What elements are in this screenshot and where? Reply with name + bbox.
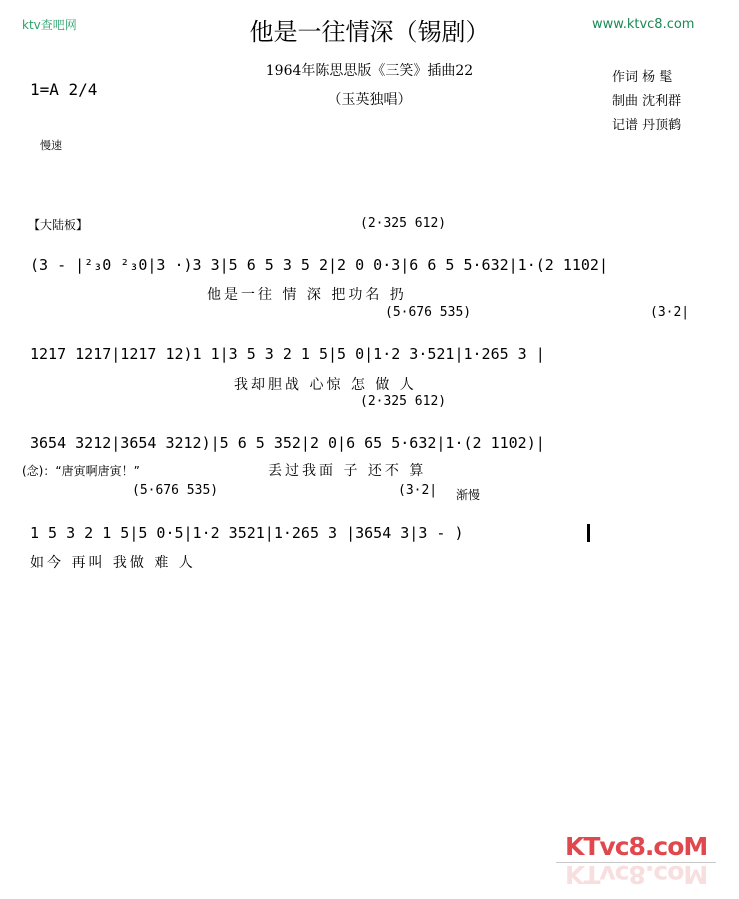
line4-lyrics: 如今 再叫 我做 难 人 bbox=[30, 555, 196, 571]
line3-lyrics: 丢过我面 子 还不 算 bbox=[268, 463, 427, 479]
credit-transcriber: 记谱 丹顶鹤 bbox=[612, 118, 682, 133]
line1-lyrics: 他是一往 情 深 把功名 扔 bbox=[207, 287, 407, 303]
line4-above-notes-right: (3·2| bbox=[398, 483, 438, 498]
site-name-left: ktv查吧网 bbox=[22, 18, 77, 32]
credit-composer: 制曲 沈利群 bbox=[612, 94, 682, 109]
line3-above-notes: (2·325 612) bbox=[360, 394, 447, 409]
credit-lyricist: 作词 杨 髦 bbox=[612, 70, 673, 85]
line2-above-notes-right: (3·2| bbox=[650, 305, 690, 320]
subtitle: 1964年陈思思版《三笑》插曲22 bbox=[265, 63, 474, 79]
line3-narration: (念)：“唐寅啊唐寅！” bbox=[22, 464, 140, 478]
line2-above-notes-left: (5·676 535) bbox=[385, 305, 472, 320]
credits bbox=[612, 66, 681, 138]
site-url-right: www.ktvc8.com bbox=[592, 17, 695, 32]
singer-note: （玉英独唱） bbox=[327, 92, 412, 108]
line4-notes: 1 5 3 2 1 5|5 0·5|1·2 3521|1·265 3 |3654 3|3 - ) bbox=[30, 524, 464, 542]
tempo-marking: 慢速 bbox=[40, 139, 62, 152]
line4-tempo-change: 渐慢 bbox=[456, 488, 481, 502]
line1-notes: (3 - |²₃0 ²₃0|3 ·)3 3|5 6 5 3 5 2|2 0 0·3|6 6 5 5·632|1·(2 1102| bbox=[30, 256, 608, 274]
footer-logo: KTvc8.coM bbox=[565, 832, 708, 861]
line4-above-notes-left: (5·676 535) bbox=[132, 483, 219, 498]
line2-lyrics: 我却胆战 心惊 怎 做 人 bbox=[234, 377, 417, 393]
key-signature: 1=A 2/4 bbox=[30, 80, 98, 99]
line3-notes: 3654 3212|3654 3212)|5 6 5 352|2 0|6 65 5·632|1·(2 1102)| bbox=[30, 434, 545, 452]
final-barline bbox=[587, 524, 590, 542]
page-title: 他是一往情深（锡剧） bbox=[249, 18, 490, 46]
section-label: 【大陆板】 bbox=[28, 218, 89, 232]
footer-logo-reflection: KTvc8.coM bbox=[565, 860, 708, 889]
line1-above-notes: (2·325 612) bbox=[360, 216, 447, 231]
line2-notes: 1217 1217|1217 12)1 1|3 5 3 2 1 5|5 0|1·2 3·521|1·265 3 | bbox=[30, 345, 545, 363]
